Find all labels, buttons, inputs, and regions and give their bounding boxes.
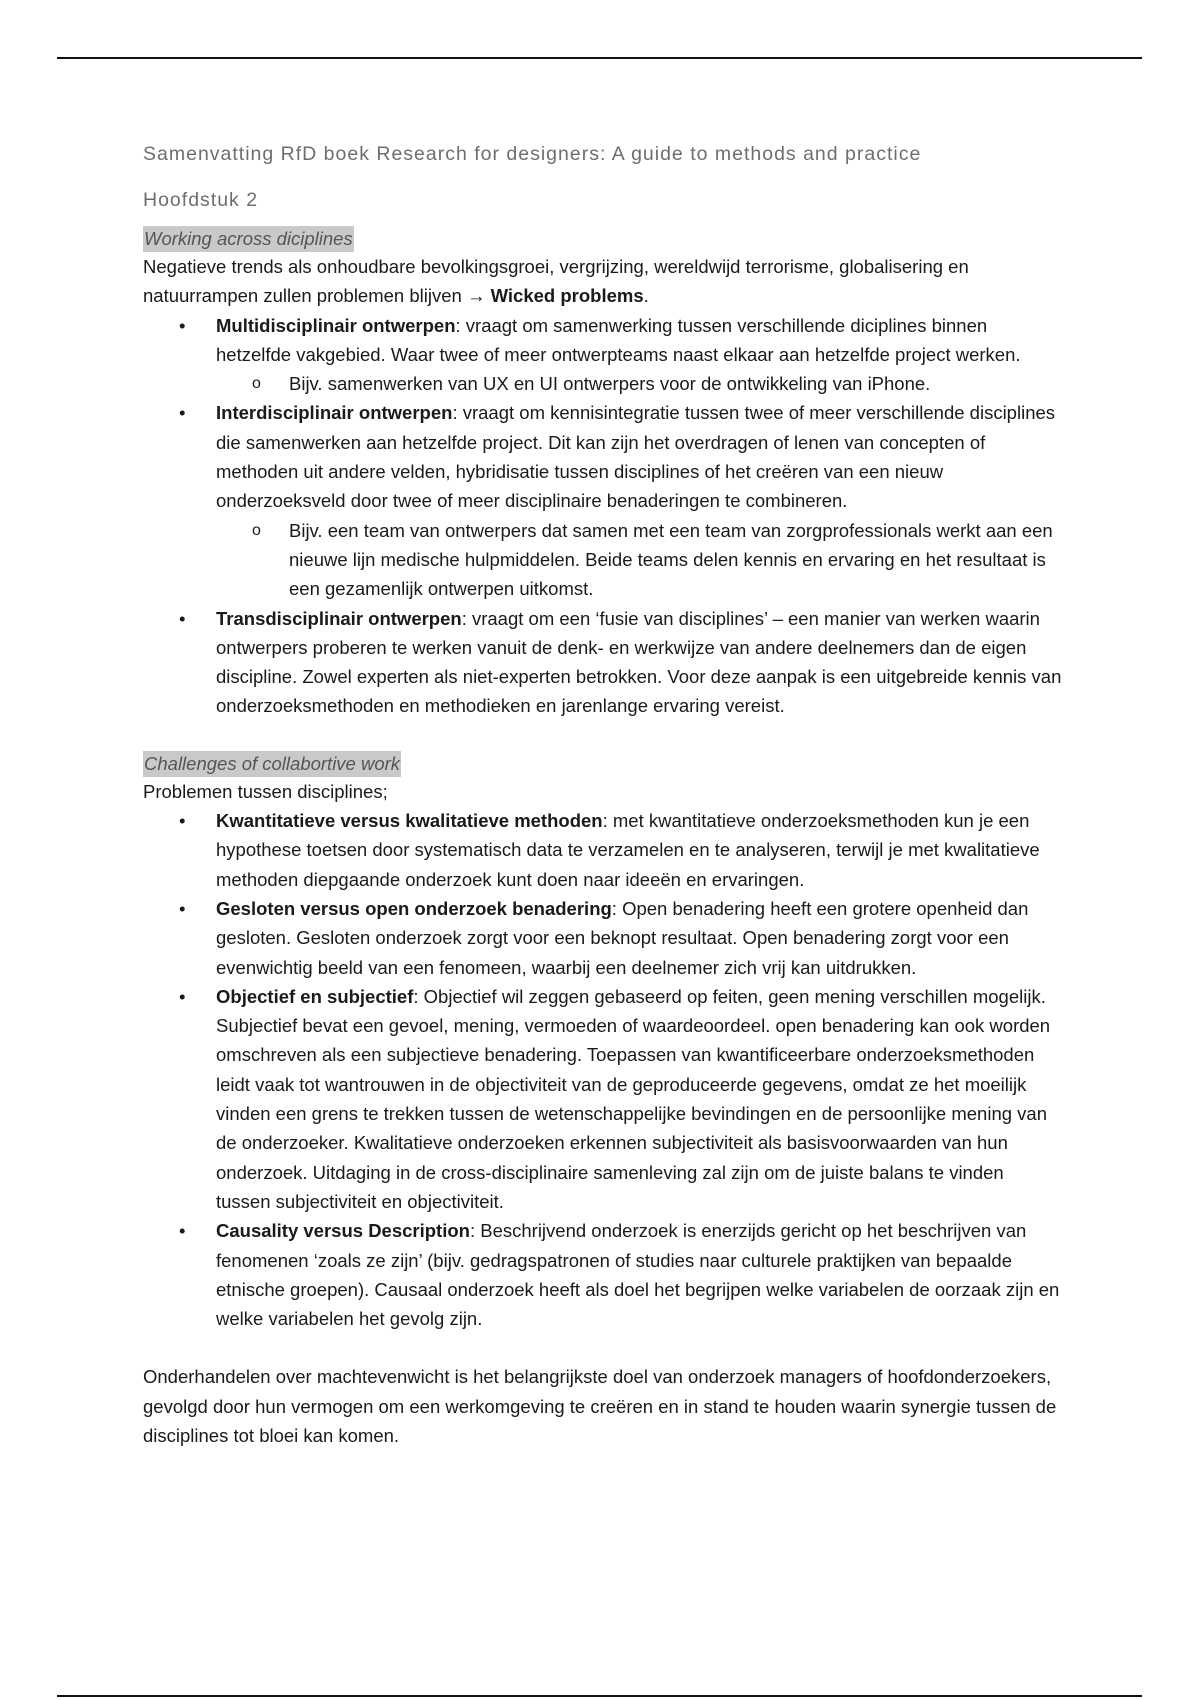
term: Gesloten versus open onderzoek benadering — [216, 897, 612, 919]
term: Kwantitatieve versus kwalitatieve methoden — [216, 810, 603, 832]
list-item: • Interdisciplinair ontwerpen: vraagt om kennisintegratie tussen twee of meer verschillende disciplines die samenwerken aan hetzelfde project. Dit kan zijn het overdragen of lenen van concepten of methoden uit andere velden, hybridisatie tussen disciplines of het creëren van een nieuw onderzoeksveld door twee of meer disciplinaire benaderingen te combineren. o Bijv. een team van ontwerpers dat samen met een team van zorgprofessionals werkt aan een nieuwe lijn medische hulpmiddelen. Beide teams delen kennis en ervaring en het resultaat is een gezamenlijk ontwerpen uitkomst. — [143, 398, 1063, 603]
list-item: • Kwantitatieve versus kwalitatieve methoden: met kwantitatieve onderzoeksmethoden kun je een hypothese toetsen door systematisch data te verzamelen en te analyseren, terwijl je met kwalitatieve methoden diepgaande onderzoek kunt doen naar ideeën en ervaringen. — [143, 806, 1063, 894]
wicked-problems-term: Wicked problems — [490, 285, 644, 307]
footer-rule — [57, 1695, 1142, 1697]
term: Transdisciplinair ontwerpen — [216, 607, 462, 629]
list-item: • Transdisciplinair ontwerpen: vraagt om een ‘fusie van disciplines’ – een manier van werken waarin ontwerpers proberen te werken vanuit de denk- en werkwijze van andere deelnemers dan de eigen discipline. Zowel experten als niet-experten betrokken. Voor deze aanpak is een uitgebreide kennis van onderzoeksmethoden en methodieken en jarenlange ervaring vereist. — [143, 604, 1063, 721]
sub-list-item: o Bijv. een team van ontwerpers dat samen met een team van zorgprofessionals werkt aan een nieuwe lijn medische hulpmiddelen. Beide teams delen kennis en ervaring en het resultaat is een gezamenlijk ontwerpen uitkomst. — [216, 516, 1063, 604]
header-rule — [57, 57, 1142, 59]
list-item: • Objectief en subjectief: Objectief wil zeggen gebaseerd op feiten, geen mening verschillen mogelijk. Subjectief bevat een gevoel, mening, vermoeden of waardeoordeel. open benadering kan ook worden omschreven als een subjectieve benadering. Toepassen van kwantificeerbare onderzoeksmethoden leidt vaak tot wantrouwen in de objectiviteit van de geproduceerde gegevens, omdat ze het moeilijk vinden een grens te trekken tussen de wetenschappelijke bevindingen en de persoonlijke mening van de onderzoeker. Kwalitatieve onderzoeken erkennen subjectiviteit als basisvoorwaarden van hun onderzoek. Uitdaging in de cross-disciplinaire samenleving zal zijn om de juiste balans te vinden tussen subjectiviteit en objectiviteit. — [143, 982, 1063, 1216]
discipline-list — [143, 311, 1063, 721]
sub-list — [216, 369, 1063, 398]
section-working-across-disciplines — [143, 226, 1063, 721]
term: Multidisciplinair ontwerpen — [216, 314, 456, 336]
term: Causality versus Description — [216, 1220, 470, 1242]
list-item: • Gesloten versus open onderzoek benadering: Open benadering heeft een grotere openheid dan gesloten. Gesloten onderzoek zorgt voor een beknopt resultaat. Open benadering zorgt voor een evenwichtig beeld van een fenomeen, waarbij een deelnemer zich vrij kan uitdrukken. — [143, 894, 1063, 982]
challenges-list — [143, 806, 1063, 1333]
document-title: Samenvatting RfD boek Research for designers: A guide to methods and practice — [143, 143, 922, 165]
section-heading: Working across diciplines — [143, 226, 354, 252]
chapter-label: Hoofdstuk 2 — [143, 189, 259, 211]
arrow-icon: → — [466, 285, 491, 307]
sub-list-item: o Bijv. samenwerken van UX en UI ontwerpers voor de ontwikkeling van iPhone. — [216, 369, 1063, 398]
list-item: • Multidisciplinair ontwerpen: vraagt om samenwerking tussen verschillende diciplines binnen hetzelfde vakgebied. Waar twee of meer ontwerpteams naast elkaar aan hetzelfde project werken. o Bijv. samenwerken van UX en UI ontwerpers voor de ontwikkeling van iPhone. — [143, 311, 1063, 399]
document-body — [143, 140, 1063, 1450]
sub-list — [216, 516, 1063, 604]
section-challenges — [143, 751, 1063, 1334]
list-item: • Causality versus Description: Beschrijvend onderzoek is enerzijds gericht op het beschrijven van fenomenen ‘zoals ze zijn’ (bijv. gedragspatronen of studies naar culturele praktijken van bepaalde etnische groepen). Causaal onderzoek heeft als doel het begrijpen welke variabelen de oorzaak zijn en welke variabelen het gevolg zijn. — [143, 1216, 1063, 1333]
closing-paragraph: Onderhandelen over machtevenwicht is het belangrijkste doel van onderzoek managers of hoofdonderzoekers, gevolgd door hun vermogen om een werkomgeving te creëren en in stand te houden waarin synergie tussen de disciplines tot bloei kan komen. — [143, 1366, 1057, 1446]
intro-paragraph: Problemen tussen disciplines; — [143, 780, 388, 802]
term: Interdisciplinair ontwerpen — [216, 402, 453, 424]
term: Objectief en subjectief — [216, 985, 414, 1007]
intro-paragraph: Negatieve trends als onhoudbare bevolkingsgroei, vergrijzing, wereldwijd terrorisme, globalisering en natuurrampen zullen problemen blijven → Wicked problems. — [143, 256, 969, 307]
section-heading: Challenges of collabortive work — [143, 751, 401, 777]
